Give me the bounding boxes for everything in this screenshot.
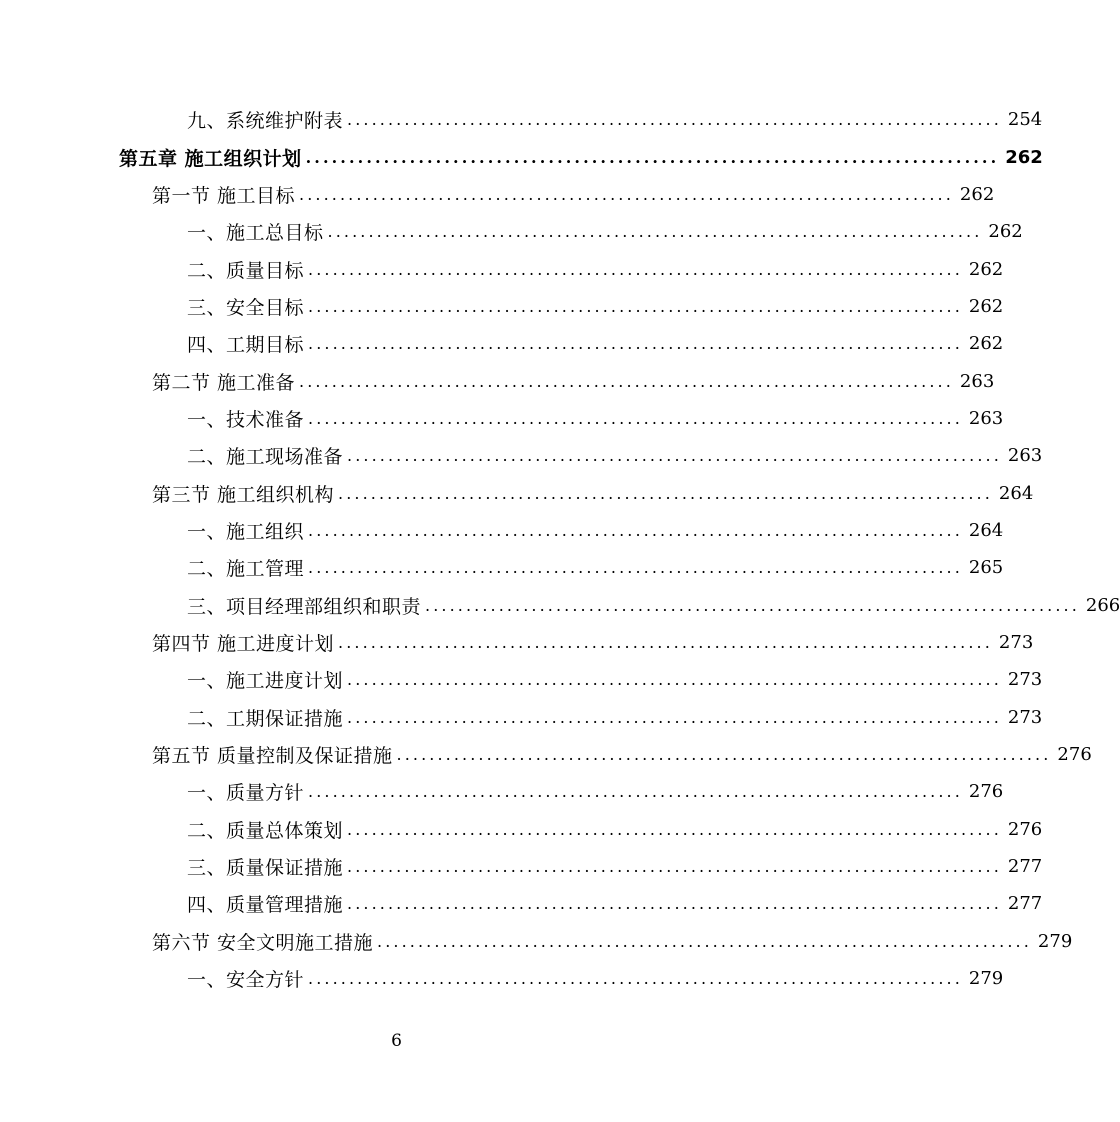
toc-entry-label: 二、工期保证措施 bbox=[187, 707, 344, 730]
toc-entry-label: 一、质量方针 bbox=[187, 782, 305, 805]
toc-dot-leader: ................................................................................ bbox=[338, 483, 993, 503]
toc-entry-page: 262 bbox=[968, 333, 1004, 355]
toc-subsection-entry[interactable] bbox=[0, 960, 1004, 997]
toc-dot-leader: ................................................................................ bbox=[305, 147, 1000, 167]
toc-entry-page: 262 bbox=[988, 221, 1023, 243]
toc-dot-leader: ................................................................................ bbox=[396, 745, 1052, 765]
toc-dot-leader: ................................................................................ bbox=[308, 520, 963, 540]
toc-entry-page: 276 bbox=[968, 781, 1004, 803]
toc-entry-page: 276 bbox=[1057, 744, 1092, 766]
toc-subsection-entry[interactable] bbox=[0, 437, 1043, 474]
toc-dot-leader: ................................................................................ bbox=[347, 707, 1002, 727]
toc-entry-label: 二、质量总体策划 bbox=[187, 819, 344, 842]
toc-entry-label: 第六节 安全文明施工措施 bbox=[152, 931, 374, 954]
toc-dot-leader: ................................................................................ bbox=[425, 595, 1080, 615]
toc-dot-leader: ................................................................................ bbox=[347, 110, 1002, 130]
toc-subsection-entry[interactable] bbox=[0, 213, 1023, 250]
toc-dot-leader: ................................................................................ bbox=[308, 969, 963, 989]
toc-entry-label: 一、施工总目标 bbox=[187, 222, 324, 245]
toc-entry-page: 263 bbox=[968, 407, 1004, 429]
toc-subsection-entry[interactable] bbox=[0, 811, 1043, 848]
toc-entry-label: 二、施工管理 bbox=[187, 558, 305, 581]
page-number: 6 bbox=[391, 1031, 402, 1051]
toc-entry-page: 263 bbox=[959, 370, 995, 392]
toc-entry-label: 第四节 施工进度计划 bbox=[152, 632, 335, 655]
toc-entry-page: 263 bbox=[1007, 445, 1043, 467]
toc-entry-page: 276 bbox=[1007, 818, 1043, 840]
toc-entry-page: 279 bbox=[968, 968, 1004, 990]
toc-subsection-entry[interactable] bbox=[0, 586, 1120, 623]
toc-entry-label: 四、质量管理措施 bbox=[187, 894, 344, 917]
toc-entry-label: 第五节 质量控制及保证措施 bbox=[152, 745, 393, 768]
toc-entry-label: 三、项目经理部组织和职责 bbox=[187, 595, 422, 618]
toc-subsection-entry[interactable] bbox=[0, 512, 1004, 549]
toc-entry-page: 265 bbox=[968, 557, 1004, 579]
toc-chapter-entry[interactable] bbox=[0, 138, 1043, 175]
toc-dot-leader: ................................................................................ bbox=[308, 334, 963, 354]
toc-entry-label: 第二节 施工准备 bbox=[152, 371, 296, 394]
toc-dot-leader: ................................................................................ bbox=[299, 371, 954, 391]
toc-entry-label: 三、安全目标 bbox=[187, 296, 305, 319]
toc-dot-leader: ................................................................................ bbox=[327, 222, 983, 242]
toc-subsection-entry[interactable] bbox=[0, 699, 1043, 736]
toc-entry-page: 279 bbox=[1037, 930, 1073, 952]
toc-dot-leader: ................................................................................ bbox=[308, 558, 963, 578]
toc-entry-label: 一、施工进度计划 bbox=[187, 670, 344, 693]
table-of-contents bbox=[0, 101, 1120, 997]
toc-entry-label: 一、技术准备 bbox=[187, 408, 305, 431]
toc-entry-page: 262 bbox=[968, 295, 1004, 317]
toc-entry-label: 一、施工组织 bbox=[187, 520, 305, 543]
toc-entry-label: 九、系统维护附表 bbox=[187, 110, 344, 133]
toc-entry-page: 273 bbox=[1007, 706, 1043, 728]
toc-entry-label: 第三节 施工组织机构 bbox=[152, 483, 335, 506]
toc-dot-leader: ................................................................................ bbox=[347, 894, 1002, 914]
toc-entry-page: 273 bbox=[1007, 669, 1043, 691]
toc-entry-page: 262 bbox=[968, 258, 1004, 280]
toc-entry-page: 277 bbox=[1007, 893, 1043, 915]
toc-entry-page: 264 bbox=[998, 482, 1034, 504]
toc-entry-page: 264 bbox=[968, 519, 1004, 541]
toc-entry-page: 266 bbox=[1085, 594, 1120, 616]
toc-subsection-entry[interactable] bbox=[0, 885, 1043, 922]
toc-dot-leader: ................................................................................ bbox=[308, 782, 963, 802]
toc-subsection-entry[interactable] bbox=[0, 661, 1043, 698]
toc-subsection-entry[interactable] bbox=[0, 773, 1004, 810]
toc-subsection-entry[interactable] bbox=[0, 400, 1004, 437]
toc-subsection-entry[interactable] bbox=[0, 848, 1043, 885]
toc-entry-page: 254 bbox=[1007, 109, 1043, 131]
toc-dot-leader: ................................................................................ bbox=[347, 819, 1002, 839]
toc-entry-label: 三、质量保证措施 bbox=[187, 857, 344, 880]
toc-section-entry[interactable] bbox=[0, 923, 1073, 960]
toc-entry-label: 二、施工现场准备 bbox=[187, 446, 344, 469]
toc-entry-label: 四、工期目标 bbox=[187, 334, 305, 357]
toc-section-entry[interactable] bbox=[0, 474, 1034, 511]
toc-subsection-entry[interactable] bbox=[0, 101, 1043, 138]
toc-entry-label: 第五章 施工组织计划 bbox=[119, 147, 302, 170]
toc-entry-page: 273 bbox=[998, 631, 1034, 653]
toc-entry-page: 277 bbox=[1007, 856, 1043, 878]
toc-section-entry[interactable] bbox=[0, 736, 1092, 773]
toc-dot-leader: ................................................................................ bbox=[377, 931, 1032, 951]
toc-dot-leader: ................................................................................ bbox=[308, 296, 963, 316]
toc-section-entry[interactable] bbox=[0, 624, 1034, 661]
toc-section-entry[interactable] bbox=[0, 176, 995, 213]
toc-dot-leader: ................................................................................ bbox=[347, 857, 1002, 877]
toc-entry-label: 二、质量目标 bbox=[187, 259, 305, 282]
toc-entry-page: 262 bbox=[1005, 146, 1043, 168]
toc-entry-label: 第一节 施工目标 bbox=[152, 184, 296, 207]
toc-subsection-entry[interactable] bbox=[0, 325, 1004, 362]
toc-section-entry[interactable] bbox=[0, 362, 995, 399]
toc-dot-leader: ................................................................................ bbox=[338, 632, 993, 652]
toc-entry-label: 一、安全方针 bbox=[187, 969, 305, 992]
toc-subsection-entry[interactable] bbox=[0, 288, 1004, 325]
toc-subsection-entry[interactable] bbox=[0, 549, 1004, 586]
toc-dot-leader: ................................................................................ bbox=[308, 408, 963, 428]
toc-subsection-entry[interactable] bbox=[0, 250, 1004, 287]
toc-dot-leader: ................................................................................ bbox=[299, 184, 954, 204]
toc-dot-leader: ................................................................................ bbox=[347, 446, 1002, 466]
toc-entry-page: 262 bbox=[959, 183, 995, 205]
toc-dot-leader: ................................................................................ bbox=[308, 259, 963, 279]
toc-dot-leader: ................................................................................ bbox=[347, 670, 1002, 690]
